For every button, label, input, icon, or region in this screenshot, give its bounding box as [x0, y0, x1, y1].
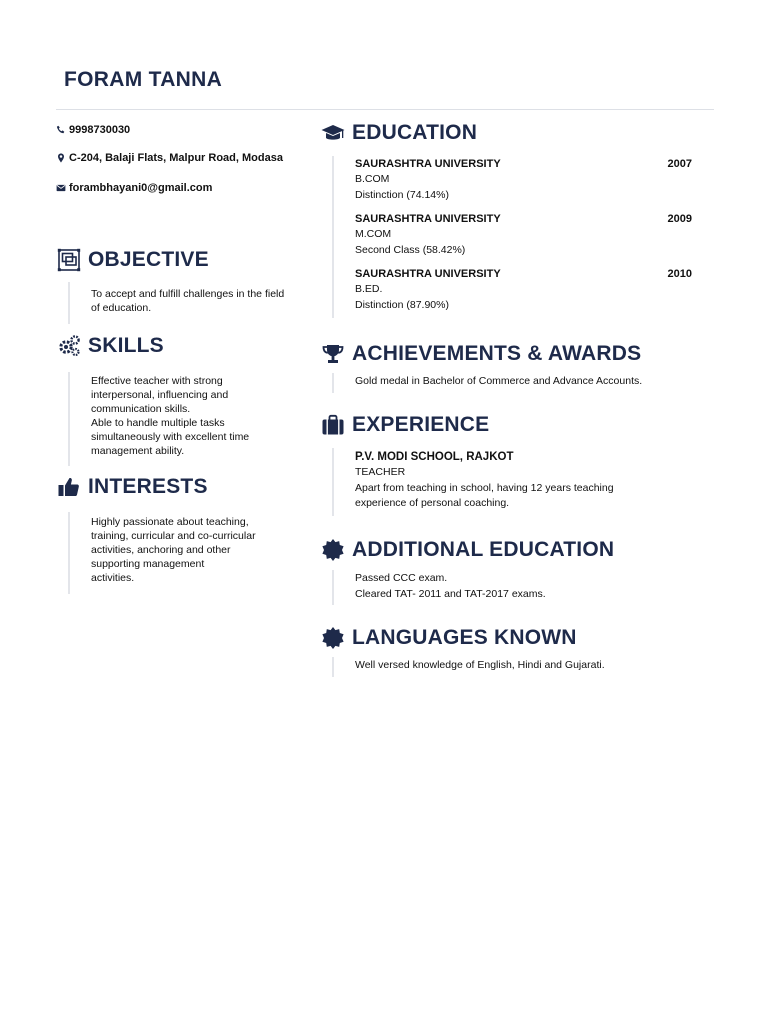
badge-icon [320, 625, 346, 651]
education-institution: SAURASHTRA UNIVERSITY [355, 213, 501, 225]
experience-role: TEACHER [355, 466, 406, 478]
interests-title: INTERESTS [88, 475, 208, 498]
experience-title: EXPERIENCE [352, 413, 490, 436]
additional-education-line: Passed CCC exam. [355, 572, 448, 584]
education-entry [355, 266, 702, 321]
phone-icon [56, 125, 66, 135]
interests-line: activities. [91, 572, 135, 584]
education-body [332, 156, 702, 318]
education-year: 2007 [667, 158, 692, 170]
skills-line: management ability. [91, 445, 185, 457]
skills-heading [56, 333, 164, 359]
contact-phone [56, 124, 130, 136]
skills-line: Effective teacher with strong [91, 375, 223, 387]
education-degree: B.ED. [355, 283, 383, 295]
thumbs-up-icon [56, 474, 82, 500]
interests-line: activities, anchoring and other [91, 544, 231, 556]
objective-title: OBJECTIVE [88, 248, 209, 271]
skills-line: simultaneously with excellent time [91, 431, 250, 443]
objective-icon [56, 247, 82, 273]
experience-line: experience of personal coaching. [355, 497, 510, 509]
contact-address [56, 152, 283, 164]
achievements-title: ACHIEVEMENTS & AWARDS [352, 342, 642, 365]
graduation-cap-icon [320, 120, 346, 146]
education-entry [355, 211, 702, 266]
interests-heading [56, 474, 208, 500]
interests-line: Highly passionate about teaching, [91, 516, 249, 528]
education-degree: M.COM [355, 228, 392, 240]
achievements-heading [320, 341, 641, 367]
interests-line: training, curricular and co-curricular [91, 530, 256, 542]
achievements-body [332, 373, 702, 393]
envelope-icon [56, 183, 66, 193]
education-degree: B.COM [355, 173, 390, 185]
experience-heading [320, 412, 489, 438]
education-institution: SAURASHTRA UNIVERSITY [355, 268, 501, 280]
education-year: 2010 [667, 268, 692, 280]
education-institution: SAURASHTRA UNIVERSITY [355, 158, 501, 170]
experience-body [332, 448, 702, 516]
trophy-icon [320, 341, 346, 367]
education-entry [355, 156, 702, 211]
skills-line: Able to handle multiple tasks [91, 417, 225, 429]
languages-text: Well versed knowledge of English, Hindi and Gujarati. [355, 659, 605, 671]
objective-text: To accept and fulfill challenges in the field of education. [91, 288, 285, 314]
email-link[interactable]: forambhayani0@gmail.com [69, 182, 213, 194]
achievements-text: Gold medal in Bachelor of Commerce and Advance Accounts. [355, 375, 643, 387]
education-year: 2009 [667, 213, 692, 225]
languages-heading [320, 625, 577, 651]
objective-heading [56, 247, 209, 273]
skills-line: communication skills. [91, 403, 191, 415]
address-text: C-204, Balaji Flats, Malpur Road, Modasa [69, 152, 283, 164]
additional-education-heading [320, 537, 614, 563]
additional-education-body [332, 570, 702, 605]
education-grade: Distinction (74.14%) [355, 188, 449, 201]
interests-body [68, 512, 300, 594]
education-grade: Distinction (87.90%) [355, 298, 449, 311]
interests-line: supporting management [91, 558, 205, 570]
phone-number: 9998730030 [69, 124, 131, 136]
languages-body [332, 657, 702, 677]
education-title: EDUCATION [352, 121, 478, 144]
additional-education-title: ADDITIONAL EDUCATION [352, 538, 615, 561]
gears-icon [56, 333, 82, 359]
skills-line: interpersonal, influencing and [91, 389, 229, 401]
map-marker-icon [56, 153, 66, 163]
skills-body [68, 372, 300, 466]
education-heading [320, 120, 477, 146]
contact-email [56, 182, 212, 194]
header-divider [56, 109, 714, 110]
additional-education-line: Cleared TAT- 2011 and TAT-2017 exams. [355, 587, 546, 600]
briefcase-icon [320, 412, 346, 438]
skills-title: SKILLS [88, 334, 164, 357]
experience-company: P.V. MODI SCHOOL, RAJKOT [355, 451, 514, 463]
experience-line: Apart from teaching in school, having 12 years teaching [355, 481, 614, 494]
objective-body [68, 282, 300, 324]
candidate-name: FORAM TANNA [64, 68, 223, 91]
education-grade: Second Class (58.42%) [355, 243, 466, 256]
badge-icon [320, 537, 346, 563]
languages-title: LANGUAGES KNOWN [352, 626, 577, 649]
